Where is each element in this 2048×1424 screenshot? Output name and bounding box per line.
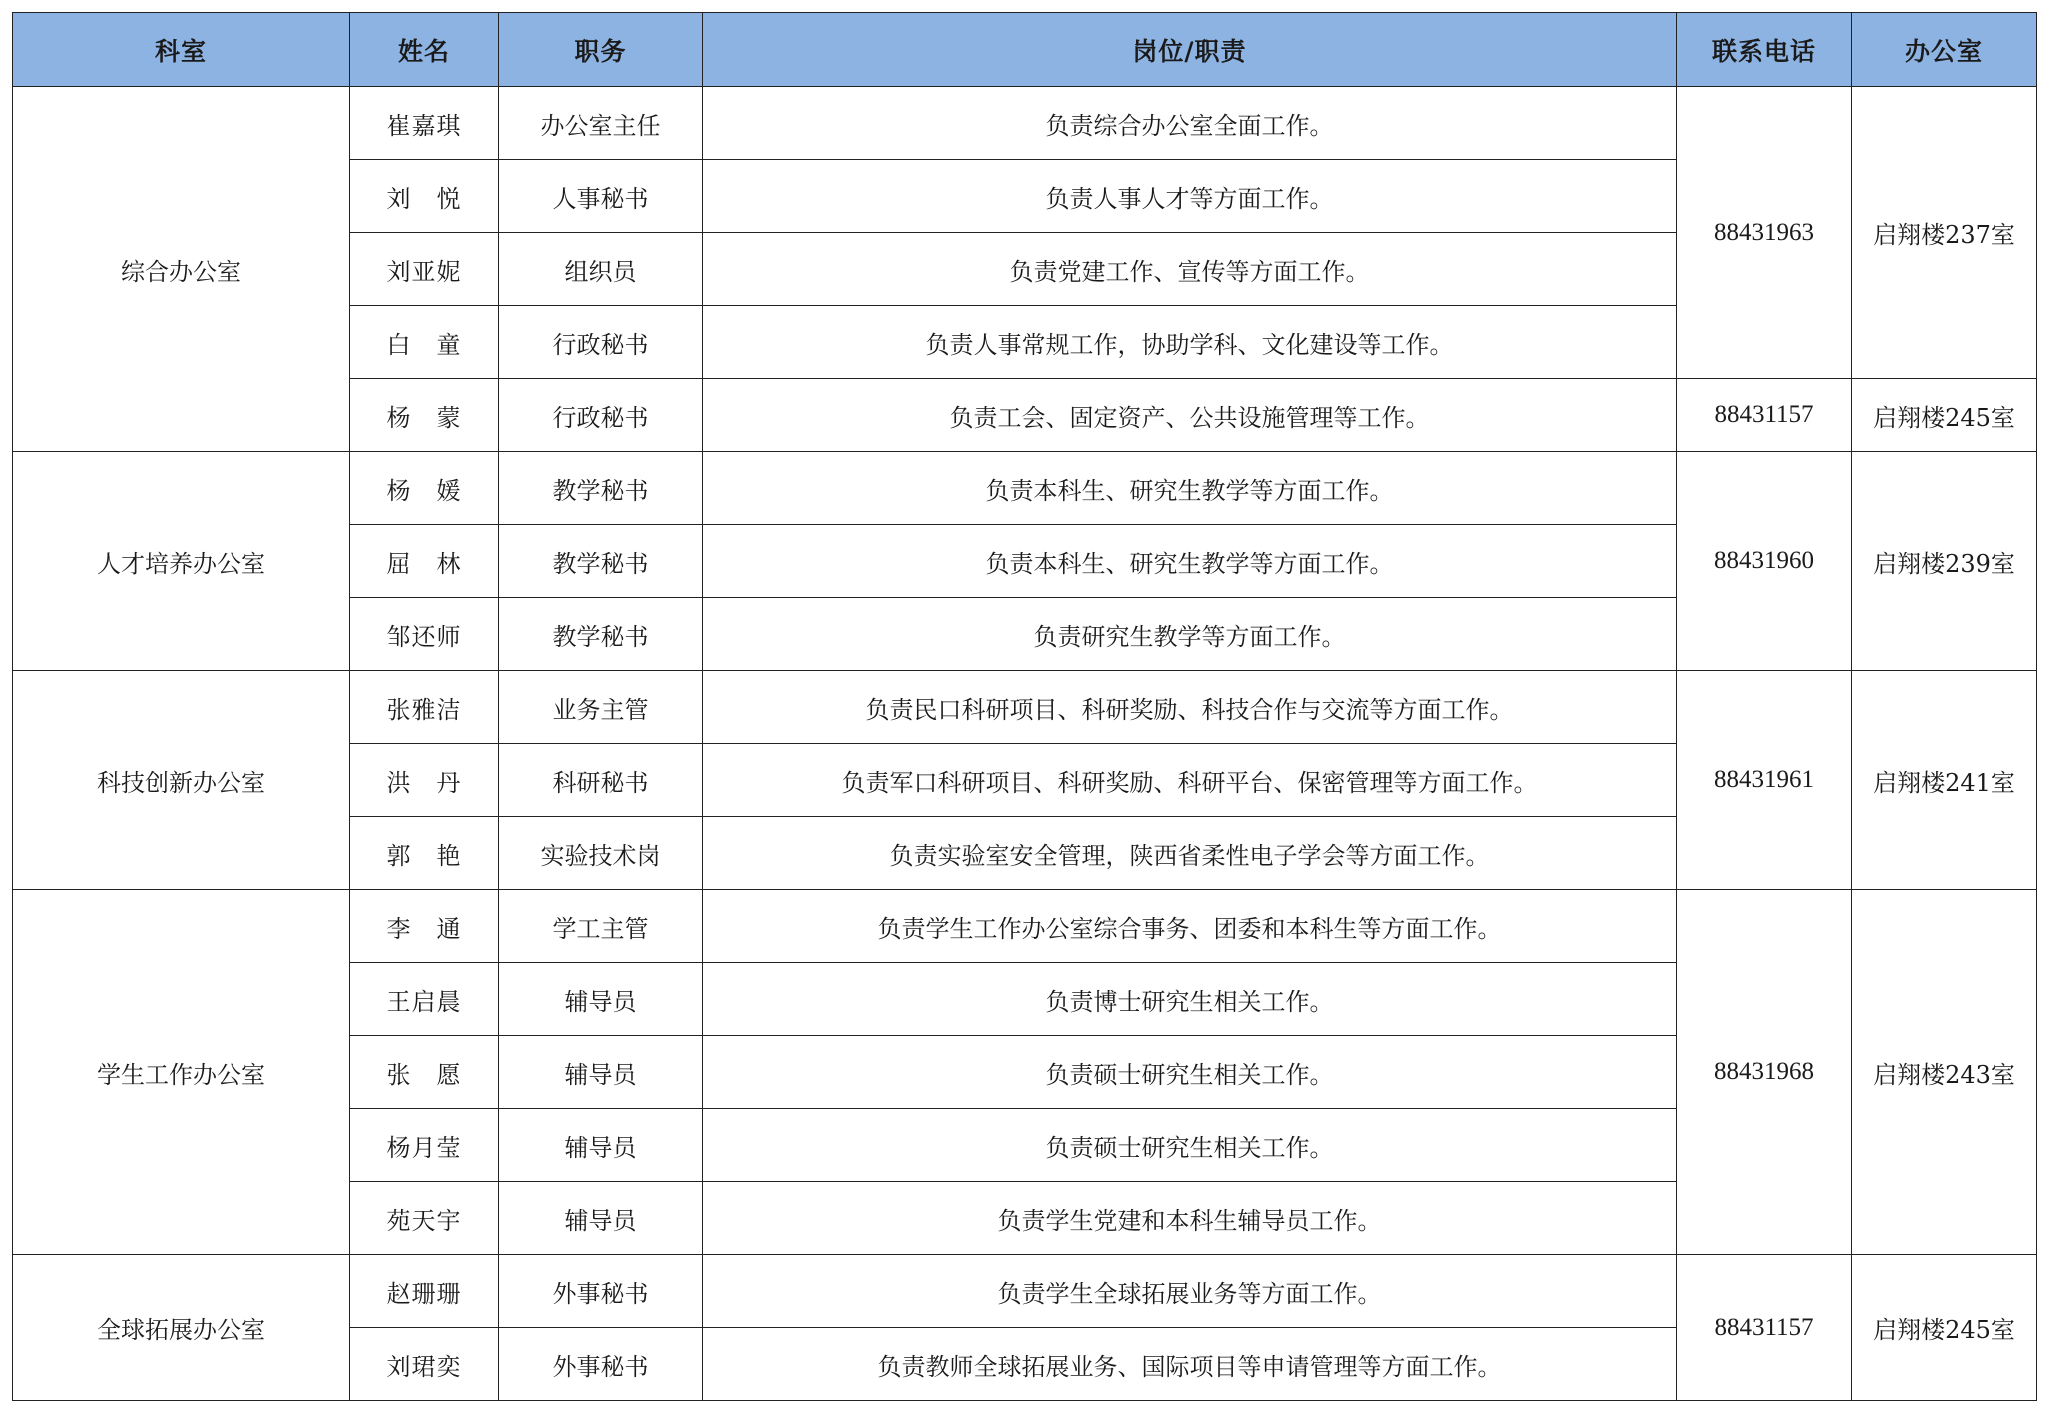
name-cell: 刘亚妮 [350, 233, 499, 306]
title-cell: 实验技术岗 [499, 817, 703, 890]
title-cell: 教学秘书 [499, 525, 703, 598]
duty-cell: 负责工会、固定资产、公共设施管理等工作。 [703, 379, 1677, 452]
table-row [13, 452, 2037, 525]
name-cell: 杨 蒙 [350, 379, 499, 452]
table-row [13, 671, 2037, 744]
title-cell: 行政秘书 [499, 306, 703, 379]
name-cell: 杨月莹 [350, 1109, 499, 1182]
staff-directory-table [12, 12, 2037, 1401]
duty-cell: 负责硕士研究生相关工作。 [703, 1109, 1677, 1182]
name-cell: 王启晨 [350, 963, 499, 1036]
title-cell: 学工主管 [499, 890, 703, 963]
duty-cell: 负责学生党建和本科生辅导员工作。 [703, 1182, 1677, 1255]
title-cell: 辅导员 [499, 1109, 703, 1182]
name-cell: 赵珊珊 [350, 1255, 499, 1328]
duty-cell: 负责人事人才等方面工作。 [703, 160, 1677, 233]
title-cell: 办公室主任 [499, 87, 703, 160]
duty-cell: 负责学生全球拓展业务等方面工作。 [703, 1255, 1677, 1328]
name-cell: 邹还师 [350, 598, 499, 671]
office-cell: 启翔楼243室 [1852, 890, 2037, 1255]
office-cell: 启翔楼245室 [1852, 379, 2037, 452]
title-cell: 辅导员 [499, 1036, 703, 1109]
title-cell: 科研秘书 [499, 744, 703, 817]
department-cell: 全球拓展办公室 [13, 1255, 350, 1401]
name-cell: 苑天宇 [350, 1182, 499, 1255]
name-cell: 白 童 [350, 306, 499, 379]
title-cell: 外事秘书 [499, 1328, 703, 1401]
table-body [13, 87, 2037, 1401]
name-cell: 杨 媛 [350, 452, 499, 525]
department-cell: 综合办公室 [13, 87, 350, 452]
office-cell: 启翔楼241室 [1852, 671, 2037, 890]
duty-cell: 负责本科生、研究生教学等方面工作。 [703, 452, 1677, 525]
title-cell: 教学秘书 [499, 452, 703, 525]
duty-cell: 负责硕士研究生相关工作。 [703, 1036, 1677, 1109]
department-cell: 人才培养办公室 [13, 452, 350, 671]
duty-cell: 负责研究生教学等方面工作。 [703, 598, 1677, 671]
name-cell: 屈 林 [350, 525, 499, 598]
title-cell: 人事秘书 [499, 160, 703, 233]
duty-cell: 负责人事常规工作，协助学科、文化建设等工作。 [703, 306, 1677, 379]
duty-cell: 负责民口科研项目、科研奖励、科技合作与交流等方面工作。 [703, 671, 1677, 744]
header-title: 职务 [499, 13, 703, 87]
duty-cell: 负责本科生、研究生教学等方面工作。 [703, 525, 1677, 598]
header-office: 办公室 [1852, 13, 2037, 87]
duty-cell: 负责教师全球拓展业务、国际项目等申请管理等方面工作。 [703, 1328, 1677, 1401]
header-phone: 联系电话 [1677, 13, 1852, 87]
title-cell: 辅导员 [499, 963, 703, 1036]
duty-cell: 负责党建工作、宣传等方面工作。 [703, 233, 1677, 306]
name-cell: 崔嘉琪 [350, 87, 499, 160]
duty-cell: 负责学生工作办公室综合事务、团委和本科生等方面工作。 [703, 890, 1677, 963]
title-cell: 辅导员 [499, 1182, 703, 1255]
phone-cell: 88431157 [1677, 379, 1852, 452]
title-cell: 教学秘书 [499, 598, 703, 671]
header-department: 科室 [13, 13, 350, 87]
title-cell: 业务主管 [499, 671, 703, 744]
phone-cell: 88431157 [1677, 1255, 1852, 1401]
header-name: 姓名 [350, 13, 499, 87]
table-header [13, 13, 2037, 87]
office-cell: 启翔楼239室 [1852, 452, 2037, 671]
name-cell: 刘珺奕 [350, 1328, 499, 1401]
office-cell: 启翔楼237室 [1852, 87, 2037, 379]
name-cell: 刘 悦 [350, 160, 499, 233]
duty-cell: 负责综合办公室全面工作。 [703, 87, 1677, 160]
header-duty: 岗位/职责 [703, 13, 1677, 87]
title-cell: 行政秘书 [499, 379, 703, 452]
name-cell: 洪 丹 [350, 744, 499, 817]
name-cell: 张雅洁 [350, 671, 499, 744]
table-row [13, 1255, 2037, 1328]
table-row [13, 87, 2037, 160]
department-cell: 科技创新办公室 [13, 671, 350, 890]
department-cell: 学生工作办公室 [13, 890, 350, 1255]
table-row [13, 890, 2037, 963]
phone-cell: 88431968 [1677, 890, 1852, 1255]
duty-cell: 负责实验室安全管理，陕西省柔性电子学会等方面工作。 [703, 817, 1677, 890]
duty-cell: 负责军口科研项目、科研奖励、科研平台、保密管理等方面工作。 [703, 744, 1677, 817]
title-cell: 外事秘书 [499, 1255, 703, 1328]
title-cell: 组织员 [499, 233, 703, 306]
phone-cell: 88431963 [1677, 87, 1852, 379]
name-cell: 郭 艳 [350, 817, 499, 890]
name-cell: 张 愿 [350, 1036, 499, 1109]
office-cell: 启翔楼245室 [1852, 1255, 2037, 1401]
phone-cell: 88431961 [1677, 671, 1852, 890]
name-cell: 李 通 [350, 890, 499, 963]
duty-cell: 负责博士研究生相关工作。 [703, 963, 1677, 1036]
header-row [13, 13, 2037, 87]
phone-cell: 88431960 [1677, 452, 1852, 671]
